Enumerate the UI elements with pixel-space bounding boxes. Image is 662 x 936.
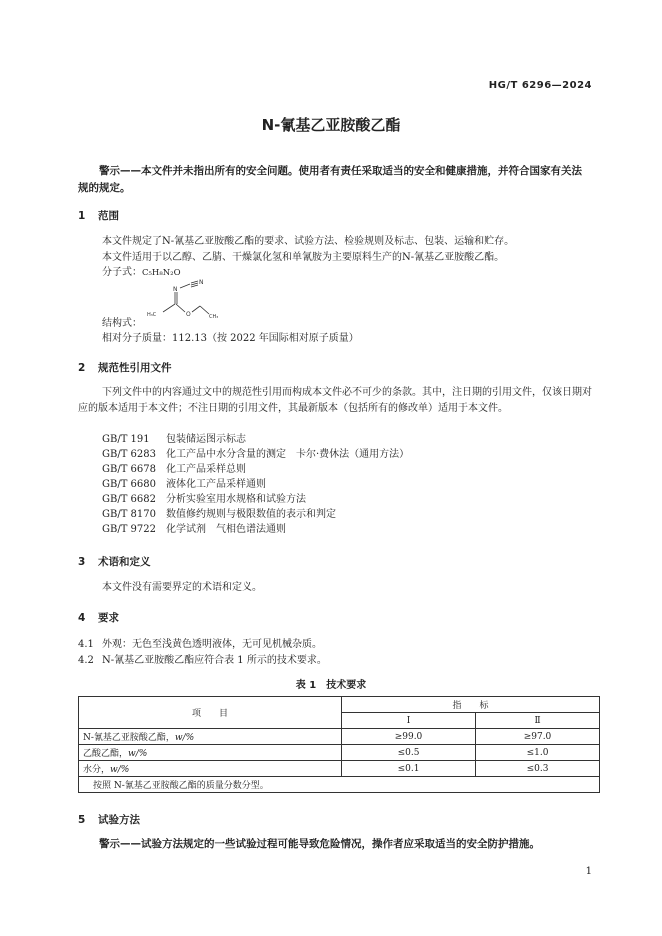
section-title: 试验方法	[98, 814, 140, 826]
table-note: 按照 N-氰基乙亚胺酸乙酯的质量分数分型。	[79, 777, 600, 793]
reference-code: GB/T 6283	[102, 449, 157, 460]
section-1-heading	[78, 208, 119, 223]
formula-value: C₅H₈N₂O	[142, 268, 181, 278]
atom-n: N	[173, 286, 178, 293]
reference-code: GB/T 8170	[102, 509, 157, 520]
requirement-4-2	[78, 653, 600, 669]
clause-text: 外观：无色至浅黄色透明液体，无可见机械杂质。	[102, 639, 322, 650]
requirement-4-1	[78, 637, 600, 653]
reference-item	[102, 432, 409, 447]
column-header-index: 指 标	[342, 697, 600, 713]
structural-formula-label: 结构式：	[102, 318, 142, 329]
reference-code: GB/T 6678	[102, 464, 157, 475]
bond-n-c	[180, 284, 190, 288]
doc-number: HG/T 6296—2024	[488, 80, 592, 91]
grade-1-value: ≤0.5	[342, 745, 476, 761]
section-number: 4	[78, 612, 86, 624]
page-title: N-氰基乙亚胺酸乙酯	[261, 116, 401, 134]
bond-ch2-ch3	[200, 306, 209, 314]
reference-code: GB/T 191	[102, 434, 150, 445]
bond-triple-3	[191, 285, 198, 287]
reference-list	[102, 432, 409, 537]
atom-o: O	[186, 311, 191, 318]
scope-paragraph-1: 本文件规定了N-氰基乙亚胺酸乙酯的要求、试验方法、检验规则及标志、包装、运输和贮存。	[102, 236, 515, 247]
table-note-row	[79, 777, 600, 793]
reference-title: 化工产品中水分含量的测定 卡尔·费休法（通用方法）	[166, 449, 410, 460]
reference-title: 包装储运图示标志	[166, 434, 246, 445]
reference-item	[102, 462, 409, 477]
reference-title: 数值修约规则与极限数值的表示和判定	[166, 509, 336, 520]
reference-item	[102, 507, 409, 522]
table-header-row	[79, 697, 600, 713]
bond-c-o	[176, 304, 185, 312]
table-row	[79, 729, 600, 745]
section-title: 术语和定义	[98, 556, 151, 568]
grade-2-value: ≤1.0	[476, 745, 600, 761]
bond-triple-1	[191, 281, 198, 283]
section-5-heading	[78, 812, 140, 827]
section-number: 2	[78, 362, 86, 374]
reference-code: GB/T 6682	[102, 494, 157, 505]
column-header-grade-1: Ⅰ	[342, 713, 476, 729]
section-title: 规范性引用文件	[98, 362, 172, 374]
test-method-warning: 警示——试验方法规定的一些试验过程可能导致危险情况，操作者应采取适当的安全防护措施。	[99, 838, 540, 850]
atom-n-nitrile: N	[199, 279, 204, 286]
reference-item	[102, 522, 409, 537]
reference-item	[102, 492, 409, 507]
item-name	[79, 729, 342, 745]
technical-requirements-table	[78, 696, 600, 793]
table-row	[79, 745, 600, 761]
section-title: 要求	[98, 612, 119, 624]
grade-2-value: ≥97.0	[476, 729, 600, 745]
section-2-heading	[78, 360, 172, 375]
table-row	[79, 761, 600, 777]
column-header-item: 项 目	[79, 697, 342, 729]
section-number: 5	[78, 814, 86, 826]
scope-paragraph-2: 本文件适用于以乙醇、乙腈、干燥氯化氢和单氰胺为主要原料生产的N-氰基乙亚胺酸乙酯。	[102, 252, 505, 263]
atom-ch3-left: H₃C	[147, 312, 157, 318]
page-number: 1	[585, 866, 592, 877]
grade-2-value: ≤0.3	[476, 761, 600, 777]
reference-title: 液体化工产品采样通则	[166, 479, 266, 490]
reference-code: GB/T 9722	[102, 524, 157, 535]
item-unit: w/%	[174, 733, 195, 743]
section-number: 1	[78, 210, 86, 222]
terms-paragraph: 本文件没有需要界定的术语和定义。	[102, 582, 262, 593]
table-caption: 表 1 技术要求	[295, 680, 367, 691]
section-title: 范围	[98, 210, 119, 222]
atom-ch3-right: CH₃	[209, 314, 219, 320]
clause-text: N-氰基乙亚胺酸乙酯应符合表 1 所示的技术要求。	[102, 655, 327, 666]
item-label: 水分，	[83, 765, 111, 775]
item-name	[79, 761, 342, 777]
clause-number: 4.1	[78, 639, 94, 650]
item-name	[79, 745, 342, 761]
reference-title: 化工产品采样总则	[166, 464, 246, 475]
bond-o-ch2	[192, 306, 200, 312]
item-unit: w/%	[128, 749, 148, 759]
section-number: 3	[78, 556, 86, 568]
column-header-grade-2: Ⅱ	[476, 713, 600, 729]
formula-label: 分子式：	[102, 267, 142, 278]
grade-1-value: ≤0.1	[342, 761, 476, 777]
item-label: 乙酸乙酯，	[83, 749, 129, 759]
reference-item	[102, 477, 409, 492]
reference-item	[102, 447, 409, 462]
item-unit: w/%	[110, 765, 130, 775]
reference-title: 分析实验室用水规格和试验方法	[166, 494, 306, 505]
reference-title: 化学试剂 气相色谱法通则	[166, 524, 286, 535]
bond-ch3-c	[163, 304, 175, 312]
safety-warning: 警示——本文件并未指出所有的安全问题。使用者有责任采取适当的安全和健康措施，并符合国家有关法规的规定。	[78, 165, 582, 194]
normative-references-intro: 下列文件中的内容通过文中的规范性引用而构成本文件必不可少的条款。其中，注日期的引用文件，仅该日期对应的版本适用于本文件；不注日期的引用文件，其最新版本（包括所有的修改单）适用于本文件。	[78, 387, 592, 414]
section-3-heading	[78, 554, 151, 569]
grade-1-value: ≥99.0	[342, 729, 476, 745]
clause-number: 4.2	[78, 655, 94, 666]
item-label: N-氰基乙亚胺酸乙酯，	[83, 733, 175, 743]
bond-triple-2	[191, 283, 198, 285]
reference-code: GB/T 6680	[102, 479, 157, 490]
section-4-heading	[78, 610, 119, 625]
relative-molecular-mass: 相对分子质量：112.13（按 2022 年国际相对原子质量）	[102, 333, 359, 344]
